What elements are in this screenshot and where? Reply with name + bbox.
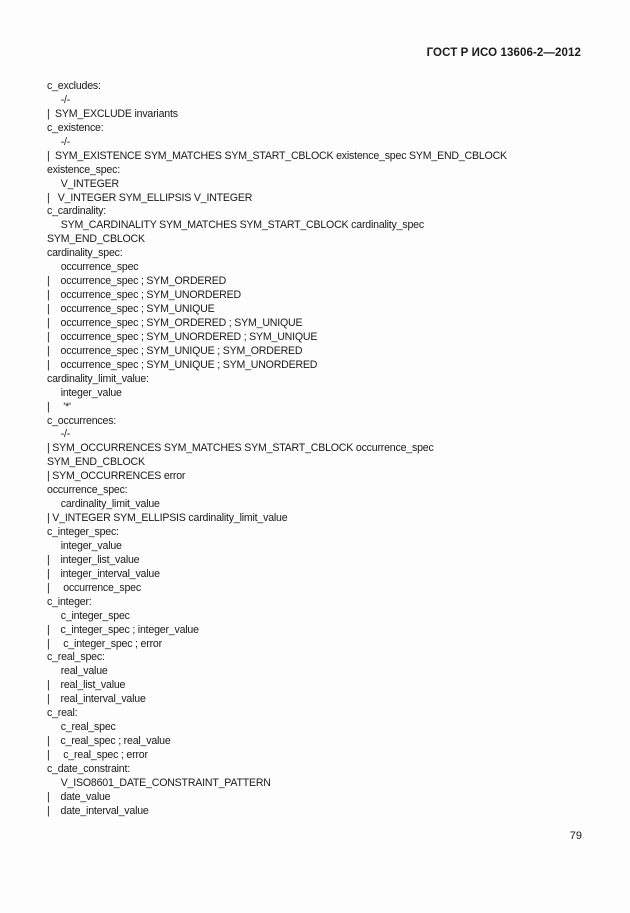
grammar-line: integer_value — [47, 539, 122, 552]
grammar-line: c_integer_spec: — [47, 526, 119, 538]
grammar-line: integer_value — [47, 386, 122, 399]
grammar-line: | '*' — [47, 400, 71, 413]
grammar-line: | real_interval_value — [47, 693, 146, 706]
grammar-line: | occurrence_spec ; SYM_UNORDERED — [47, 289, 241, 302]
grammar-line: V_ISO8601_DATE_CONSTRAINT_PATTERN — [47, 776, 271, 789]
grammar-line: c_integer: — [47, 595, 92, 608]
document-header: ГОСТ Р ИСО 13606-2—2012 — [426, 47, 581, 59]
grammar-line: | c_real_spec ; error — [47, 749, 148, 761]
grammar-line: c_real_spec: — [47, 651, 105, 664]
grammar-line: cardinality_spec: — [47, 247, 123, 260]
grammar-line: | occurrence_spec ; SYM_UNIQUE ; SYM_ORDERED — [47, 344, 303, 357]
grammar-line: | occurrence_spec — [47, 581, 141, 594]
grammar-line: | occurrence_spec ; SYM_UNIQUE — [47, 303, 215, 315]
grammar-line: | SYM_OCCURRENCES SYM_MATCHES SYM_START_CBLOCK occurrence_spec — [47, 442, 434, 455]
grammar-line: | occurrence_spec ; SYM_UNIQUE ; SYM_UNORDERED — [47, 358, 318, 371]
grammar-line: c_integer_spec — [47, 609, 130, 622]
grammar-line: -/- — [47, 93, 71, 106]
grammar-line: c_real_spec — [47, 721, 116, 734]
grammar-line: | occurrence_spec ; SYM_UNORDERED ; SYM_UNIQUE — [47, 330, 318, 343]
grammar-line: SYM_END_CBLOCK — [47, 456, 145, 469]
grammar-line: | c_integer_spec ; integer_value — [47, 623, 199, 636]
grammar-line: | integer_list_value — [47, 553, 140, 566]
grammar-line: | SYM_EXCLUDE invariants — [47, 107, 178, 120]
grammar-line: | real_list_value — [47, 679, 126, 692]
grammar-line: cardinality_limit_value: — [47, 372, 149, 385]
grammar-line: SYM_END_CBLOCK — [47, 233, 145, 246]
grammar-line: occurrence_spec — [47, 261, 139, 274]
grammar-line: | c_real_spec ; real_value — [47, 735, 171, 748]
grammar-line: | occurrence_spec ; SYM_ORDERED ; SYM_UNIQUE — [47, 316, 303, 329]
grammar-line: cardinality_limit_value — [47, 498, 160, 511]
grammar-line: c_cardinality: — [47, 205, 107, 218]
grammar-line: | c_integer_spec ; error — [47, 637, 162, 650]
page-number: 79 — [569, 830, 582, 842]
grammar-line: | SYM_EXISTENCE SYM_MATCHES SYM_START_CBLOCK existence_spec SYM_END_CBLOCK — [47, 149, 507, 162]
grammar-line: | date_value — [47, 790, 111, 803]
grammar-line: c_existence: — [47, 121, 104, 134]
grammar-line: c_date_constraint: — [47, 762, 130, 775]
grammar-line: existence_spec: — [47, 163, 120, 176]
grammar-line: SYM_CARDINALITY SYM_MATCHES SYM_START_CBLOCK cardinality_spec — [47, 219, 424, 232]
grammar-line: -/- — [47, 428, 71, 441]
grammar-line: | integer_interval_value — [47, 567, 160, 580]
grammar-line: V_INTEGER — [47, 177, 119, 190]
grammar-line: c_real: — [47, 707, 78, 720]
grammar-line: | V_INTEGER SYM_ELLIPSIS cardinality_limit_value — [47, 512, 288, 525]
grammar-line: -/- — [47, 135, 71, 148]
grammar-listing — [47, 80, 587, 819]
grammar-line: occurrence_spec: — [47, 484, 128, 497]
grammar-line: real_value — [47, 665, 108, 678]
grammar-line: | V_INTEGER SYM_ELLIPSIS V_INTEGER — [47, 191, 253, 204]
grammar-line: c_excludes: — [47, 80, 101, 92]
grammar-line: | occurrence_spec ; SYM_ORDERED — [47, 275, 227, 288]
grammar-line: | SYM_OCCURRENCES error — [47, 470, 186, 483]
grammar-line: | date_interval_value — [47, 804, 149, 817]
grammar-line: c_occurrences: — [47, 414, 117, 427]
